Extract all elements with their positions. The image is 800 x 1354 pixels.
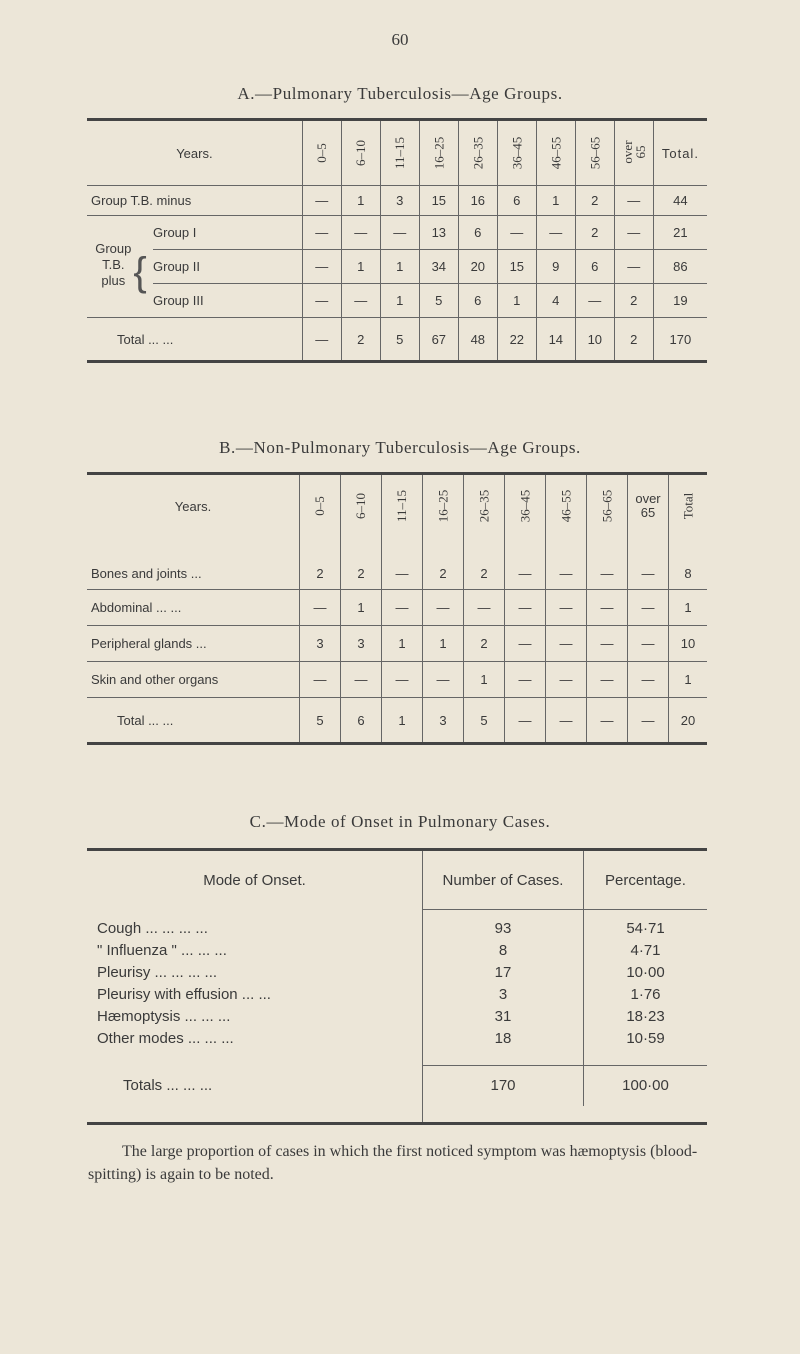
total-cell: 21 [653,216,707,250]
brace-icon: { [133,250,147,294]
cell: 1 [382,698,423,744]
cell: 6 [575,250,614,284]
cell: 1 [464,662,505,698]
age-col-header: 56–65 [586,136,602,170]
cell: 6 [458,216,497,250]
cell: — [382,662,423,698]
cell: 1 [341,590,382,626]
cell: 1 [497,284,536,318]
total-cell: 20 [669,698,708,744]
cell: 1 [341,186,380,216]
cell: 6 [458,284,497,318]
table-pulmonary-age-groups [87,118,707,363]
cell: 5 [419,284,458,318]
total-cell: 1 [669,590,708,626]
table-row [87,1028,707,1050]
total-cell: 8 [669,558,708,590]
percentage-cell: 10·59 [584,1028,708,1050]
cell: — [546,662,587,698]
cell: — [497,216,536,250]
cell: 5 [300,698,341,744]
row-label: Total ... ... [87,318,302,362]
percentage-cell: 18·23 [584,1006,708,1028]
row-label: Abdominal ... ... [87,590,300,626]
age-col-header: 0–5 [313,143,329,163]
cell: — [505,662,546,698]
cell: 2 [575,216,614,250]
cell: 14 [536,318,575,362]
years-header: Years. [176,145,213,161]
cell: 16 [458,186,497,216]
row-label: Bones and joints ... [91,565,202,581]
cell: — [505,558,546,590]
total-cell: 86 [653,250,707,284]
group-plus-label [87,216,153,318]
table-mode-of-onset [87,848,707,1125]
cell: 1 [380,284,419,318]
percentage-cell: 54·71 [584,918,708,940]
cases-cell: 18 [423,1028,584,1050]
age-col-header: 16–25 [430,136,446,170]
cell: — [380,216,419,250]
cell: — [546,558,587,590]
cell: 2 [464,558,505,590]
cell: 2 [341,558,382,590]
total-cell: 44 [653,186,707,216]
mode-cell: Pleurisy ... ... ... ... [97,964,218,981]
table-row [87,318,707,362]
mode-cell: Cough ... ... ... ... [97,920,208,937]
cell: — [300,662,341,698]
table-row [87,216,707,250]
total-cell: 19 [653,284,707,318]
age-col-header: 6–10 [353,493,368,520]
cell: — [575,284,614,318]
percentage-cell: 1·76 [584,984,708,1006]
age-col-header: 46–55 [558,490,573,523]
age-col-header: 0–5 [312,496,327,516]
cases-cell: 8 [423,940,584,962]
cases-cell: 17 [423,962,584,984]
table-row [87,918,707,940]
cell: 6 [341,698,382,744]
cell: — [587,590,628,626]
cell: — [382,558,423,590]
cell: — [546,626,587,662]
totals-row [87,1066,707,1106]
cell: — [587,558,628,590]
age-col-header: 46–55 [547,136,563,170]
row-label: Skin and other organs [87,662,300,698]
cell: — [614,216,653,250]
cell: 3 [300,626,341,662]
table-row [87,186,707,216]
cell: — [302,216,341,250]
cell: 2 [464,626,505,662]
row-label: Group T.B. minus [87,186,302,216]
total-header: Total [680,492,695,520]
page-number: 60 [391,30,409,49]
cell: — [628,626,669,662]
cell: 1 [382,626,423,662]
age-col-header: 6–10 [352,140,368,166]
table-row [87,590,707,626]
table-row [87,984,707,1006]
group-plus-text: Group T.B. plus [95,241,132,288]
cell: 2 [341,318,380,362]
cell: 67 [419,318,458,362]
cell: — [614,250,653,284]
percentage-cell: 4·71 [584,940,708,962]
cell: 2 [614,284,653,318]
table-row [87,558,707,590]
age-col-header: 26–35 [469,136,485,170]
age-col-header: 11–15 [394,490,409,523]
cell: 3 [380,186,419,216]
years-header: Years. [174,498,212,514]
cell: — [614,186,653,216]
row-label: Peripheral glands ... [87,626,300,662]
cell: — [302,186,341,216]
cell: 34 [419,250,458,284]
cell: — [587,698,628,744]
cell: 22 [497,318,536,362]
cell: — [505,626,546,662]
cell: 2 [575,186,614,216]
cell: 9 [536,250,575,284]
cell: — [587,626,628,662]
mode-cell: Hæmoptysis ... ... ... [97,1008,231,1025]
total-header: Total. [653,120,707,186]
footnote-paragraph: The large proportion of cases in which the first noticed symptom was hæmoptysis (blood-spitting) is again to be noted. [88,1143,698,1183]
section-b-title: B.—Non-Pulmonary Tuberculosis—Age Groups. [219,438,581,457]
age-col-header: 36–45 [508,136,524,170]
cases-cell: 3 [423,984,584,1006]
cell: — [341,662,382,698]
cell: 5 [464,698,505,744]
cell: 2 [300,558,341,590]
cell: — [423,590,464,626]
cell: — [302,250,341,284]
cell: — [536,216,575,250]
cell: 4 [536,284,575,318]
mode-header: Mode of Onset. [203,871,306,889]
cell: 1 [423,626,464,662]
cell: 13 [419,216,458,250]
row-label: Group II [153,250,302,284]
cell: 5 [380,318,419,362]
mode-cell: " Influenza " ... ... ... [97,942,227,959]
cell: — [382,590,423,626]
cell: 2 [423,558,464,590]
cell: 10 [575,318,614,362]
cell: 1 [536,186,575,216]
totals-label: Totals ... ... ... [123,1077,213,1094]
cell: — [341,284,380,318]
cases-cell: 31 [423,1006,584,1028]
cell: — [505,698,546,744]
age-col-header: 16–25 [435,490,450,523]
cell: — [300,590,341,626]
row-label: Total ... ... [87,698,300,744]
cell: 15 [419,186,458,216]
table-row [87,962,707,984]
row-label: Group III [153,284,302,318]
total-cell: 10 [669,626,708,662]
total-cell: 1 [669,662,708,698]
age-col-header: 26–35 [476,490,491,523]
cases-header: Number of Cases. [423,850,584,910]
cases-cell: 93 [423,918,584,940]
cell: — [464,590,505,626]
cell: 20 [458,250,497,284]
cell: — [628,662,669,698]
mode-cell: Pleurisy with effusion ... ... [97,986,271,1003]
table-row [87,940,707,962]
section-a-title: A.—Pulmonary Tuberculosis—Age Groups. [237,84,563,103]
cell: 1 [380,250,419,284]
cell: — [546,698,587,744]
cell: 1 [341,250,380,284]
section-c-title: C.—Mode of Onset in Pulmonary Cases. [249,812,551,831]
percentage-header: Percentage. [584,850,708,910]
cell: — [423,662,464,698]
cell: 48 [458,318,497,362]
age-col-header: over 65 [628,474,669,538]
cell: — [341,216,380,250]
cell: — [546,590,587,626]
table-row [87,626,707,662]
cell: 3 [341,626,382,662]
cell: 3 [423,698,464,744]
mode-cell: Other modes ... ... ... [97,1030,234,1047]
cell: — [628,698,669,744]
cell: — [302,318,341,362]
cell: — [628,558,669,590]
table-row [87,250,707,284]
cell: — [628,590,669,626]
table-row [87,1006,707,1028]
age-col-header: 11–15 [391,136,407,170]
total-cell: 170 [653,318,707,362]
percentage-cell: 10·00 [584,962,708,984]
table-row [87,284,707,318]
totals-percentage: 100·00 [584,1066,708,1106]
cell: 2 [614,318,653,362]
age-col-header: 36–45 [517,490,532,523]
cell: 15 [497,250,536,284]
cell: — [505,590,546,626]
age-col-header: 56–65 [599,490,614,523]
cell: — [587,662,628,698]
table-row [87,662,707,698]
table-row [87,698,707,744]
age-col-header: over 65 [619,139,648,164]
cell: — [302,284,341,318]
table-non-pulmonary-age-groups [87,472,707,745]
totals-cases: 170 [423,1066,584,1106]
row-label: Group I [153,216,302,250]
cell: 6 [497,186,536,216]
